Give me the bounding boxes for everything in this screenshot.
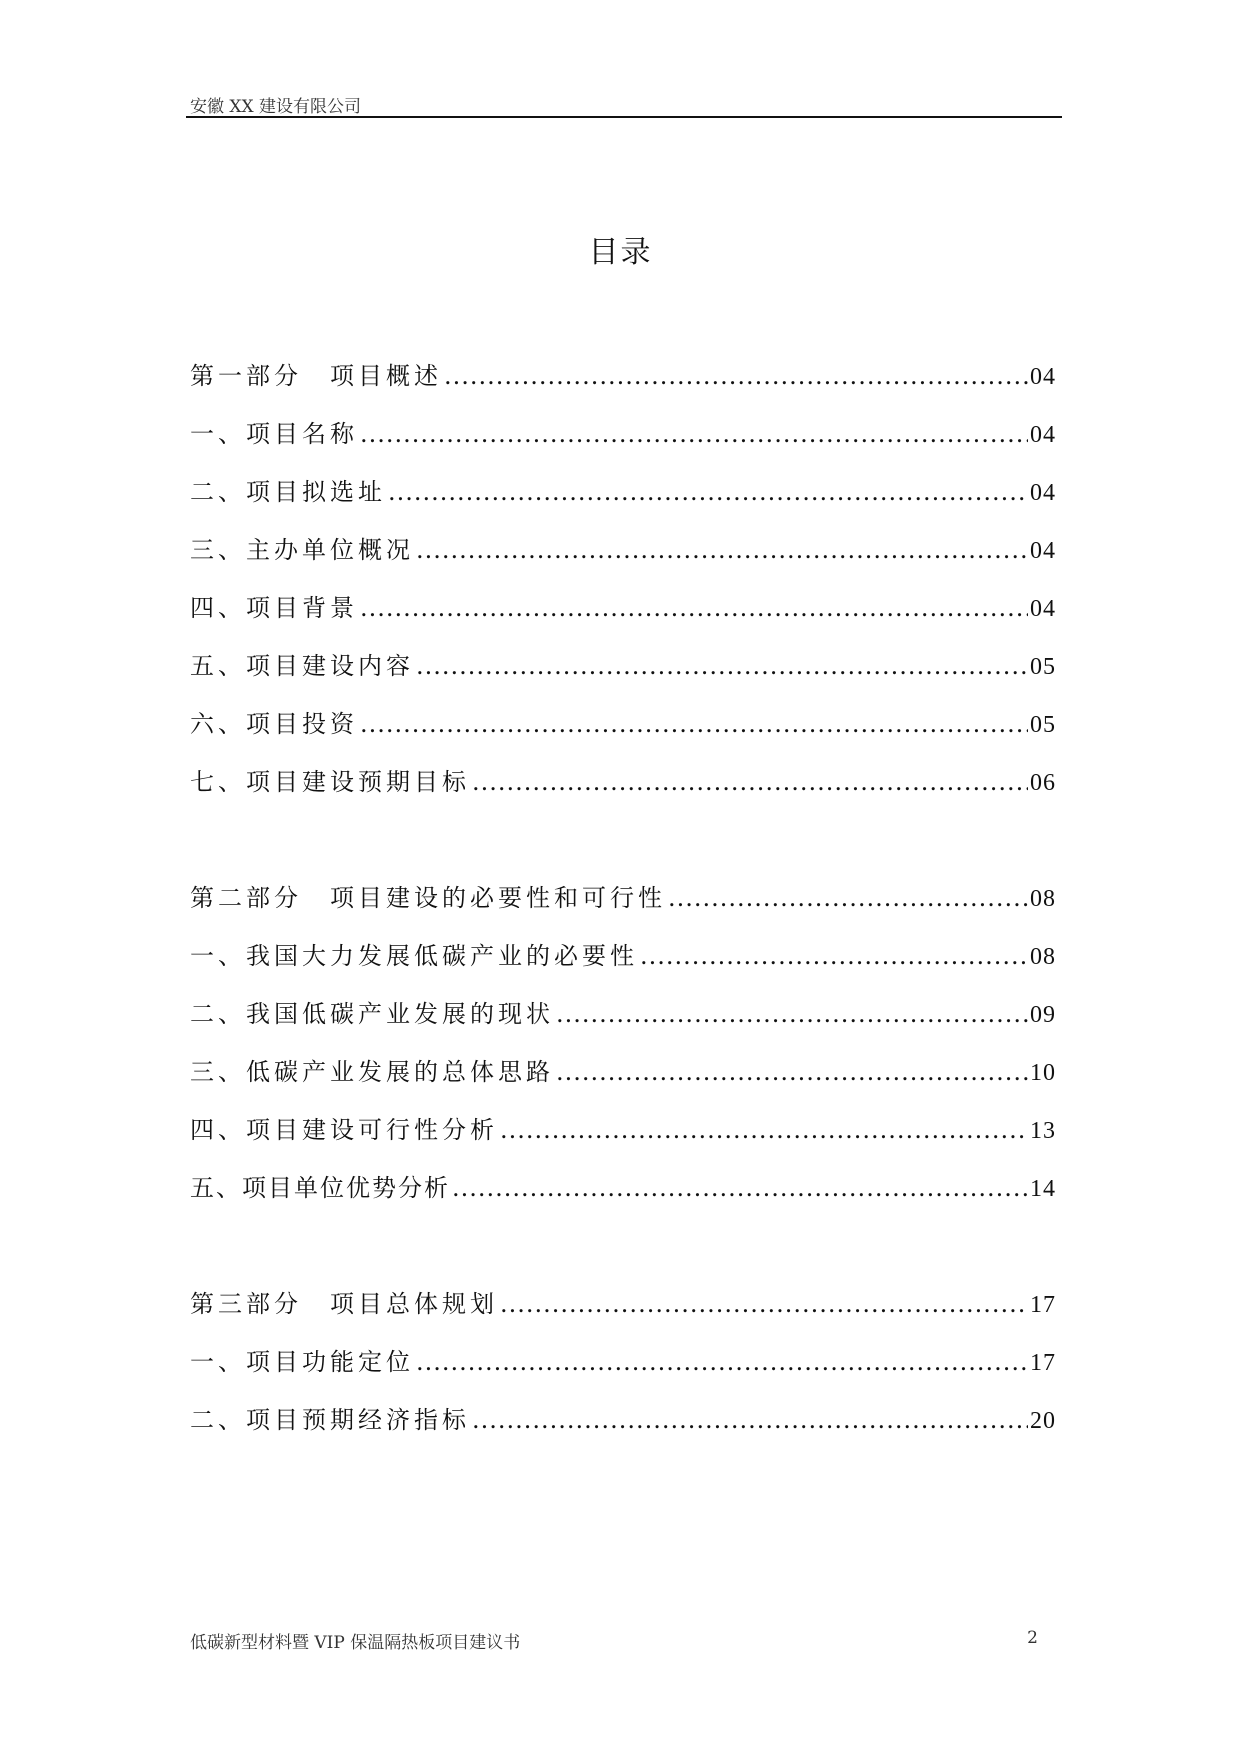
toc-entry[interactable] xyxy=(190,472,1056,512)
dot-leader xyxy=(360,420,1028,448)
toc-entry-page: 06 xyxy=(1030,770,1056,796)
toc-entry-label: 六、项目投资 xyxy=(190,710,358,738)
toc-entry-label: 四、项目背景 xyxy=(190,594,358,622)
dot-leader xyxy=(360,594,1028,622)
toc-entry-page: 17 xyxy=(1030,1350,1056,1376)
dot-leader xyxy=(640,942,1028,970)
page-header xyxy=(186,90,1062,118)
toc-entry[interactable] xyxy=(190,936,1056,976)
toc-entry-page: 04 xyxy=(1030,538,1056,564)
dot-leader xyxy=(416,536,1028,564)
toc-entry-page: 08 xyxy=(1030,886,1056,912)
toc-entry[interactable] xyxy=(190,1400,1056,1440)
dot-leader xyxy=(500,1290,1028,1318)
dot-leader xyxy=(556,1058,1028,1086)
toc-entry-label: 一、项目功能定位 xyxy=(190,1348,414,1376)
dot-leader xyxy=(416,1348,1028,1376)
toc-entry-label: 二、项目预期经济指标 xyxy=(190,1406,470,1434)
dot-leader xyxy=(472,1406,1028,1434)
toc-entry-page: 10 xyxy=(1030,1060,1056,1086)
toc-entry-label: 三、低碳产业发展的总体思路 xyxy=(190,1058,554,1086)
toc-entry-label: 二、项目拟选址 xyxy=(190,478,386,506)
footer-document-title: 低碳新型材料暨 VIP 保温隔热板项目建议书 xyxy=(190,1633,521,1653)
toc-entry-label: 第二部分 项目建设的必要性和可行性 xyxy=(190,884,666,912)
toc-entry-page: 05 xyxy=(1030,654,1056,680)
toc-entry[interactable] xyxy=(190,1342,1056,1382)
toc-entry-label: 七、项目建设预期目标 xyxy=(190,768,470,796)
toc-entry-label: 五、项目建设内容 xyxy=(190,652,414,680)
toc-entry-label: 一、项目名称 xyxy=(190,420,358,448)
toc-entry-label: 第三部分 项目总体规划 xyxy=(190,1290,498,1318)
toc-entry[interactable] xyxy=(190,530,1056,570)
toc-entry[interactable] xyxy=(190,704,1056,744)
toc-entry-label: 三、主办单位概况 xyxy=(190,536,414,564)
toc-entry-page: 04 xyxy=(1030,364,1056,390)
dot-leader xyxy=(444,362,1028,390)
dot-leader xyxy=(500,1116,1028,1144)
toc-part-1[interactable] xyxy=(190,356,1056,396)
dot-leader xyxy=(668,884,1028,912)
toc-entry-page: 05 xyxy=(1030,712,1056,738)
toc-entry[interactable] xyxy=(190,414,1056,454)
toc-entry[interactable] xyxy=(190,994,1056,1034)
toc-entry-page: 04 xyxy=(1030,422,1056,448)
dot-leader xyxy=(388,478,1028,506)
toc-part-2[interactable] xyxy=(190,878,1056,918)
toc-title: 目录 xyxy=(588,235,653,270)
toc-entry-label: 一、我国大力发展低碳产业的必要性 xyxy=(190,942,638,970)
dot-leader xyxy=(556,1000,1028,1028)
toc-entry[interactable] xyxy=(190,646,1056,686)
dot-leader xyxy=(416,652,1028,680)
toc-entry-page: 04 xyxy=(1030,480,1056,506)
toc-part-3[interactable] xyxy=(190,1284,1056,1324)
toc-entry-page: 20 xyxy=(1030,1408,1056,1434)
toc-entry-label: 四、项目建设可行性分析 xyxy=(190,1116,498,1144)
toc-entry-label: 第一部分 项目概述 xyxy=(190,362,442,390)
toc-entry-label: 二、我国低碳产业发展的现状 xyxy=(190,1000,554,1028)
toc-entry-page: 08 xyxy=(1030,944,1056,970)
toc-entry-page: 13 xyxy=(1030,1118,1056,1144)
toc-entry-page: 09 xyxy=(1030,1002,1056,1028)
toc-entry[interactable] xyxy=(190,1110,1056,1150)
toc-entry[interactable] xyxy=(190,1168,1056,1208)
toc-entry[interactable] xyxy=(190,1052,1056,1092)
toc-entry-page: 17 xyxy=(1030,1292,1056,1318)
toc-entry-label: 五、项目单位优势分析 xyxy=(190,1174,450,1202)
page-number: 2 xyxy=(1027,1628,1038,1648)
toc-entry-page: 14 xyxy=(1030,1176,1056,1202)
dot-leader xyxy=(360,710,1028,738)
toc-entry-page: 04 xyxy=(1030,596,1056,622)
toc-entry[interactable] xyxy=(190,588,1056,628)
header-company-name: 安徽 XX 建设有限公司 xyxy=(190,97,362,117)
dot-leader xyxy=(452,1174,1028,1202)
dot-leader xyxy=(472,768,1028,796)
toc-entry[interactable] xyxy=(190,762,1056,802)
